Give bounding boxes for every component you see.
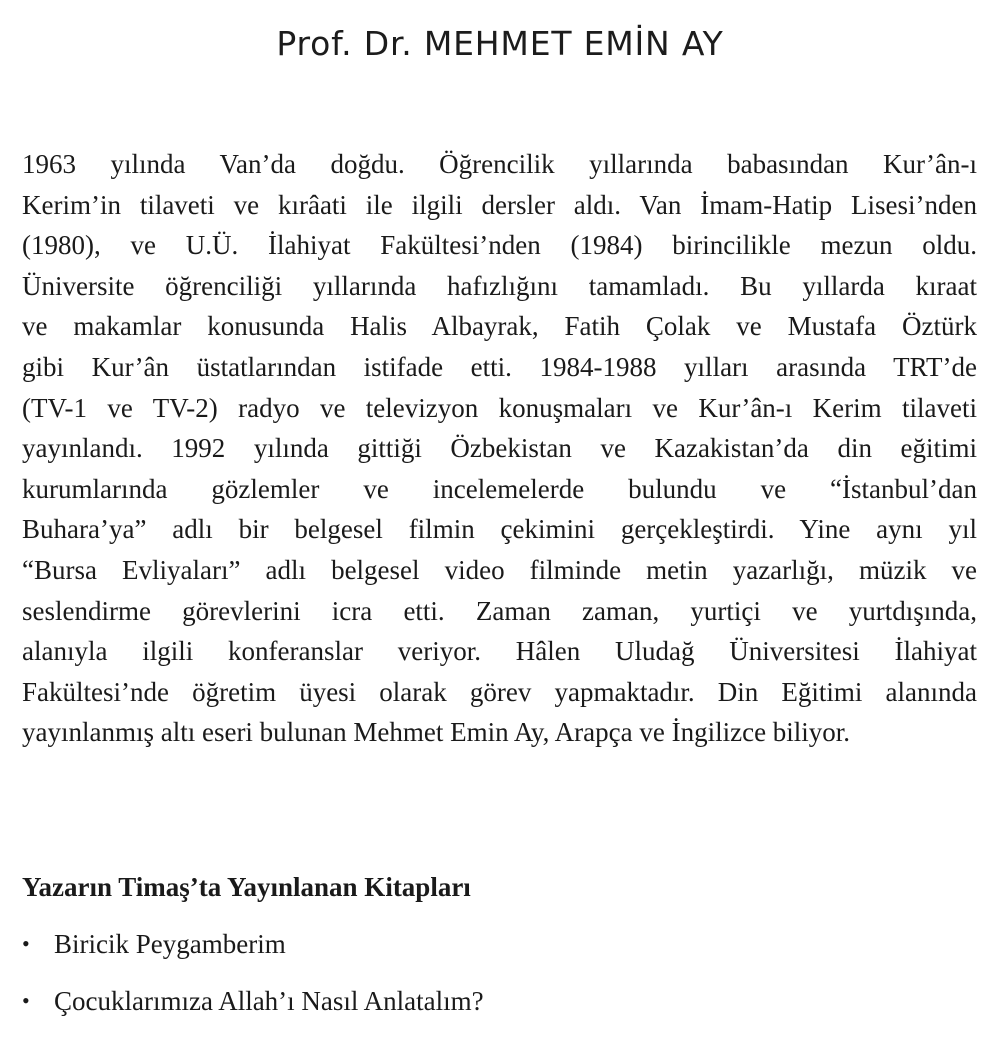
bullet-icon: • <box>22 931 30 956</box>
author-name-heading: Prof. Dr. MEHMET EMİN AY <box>276 24 724 63</box>
bio-line: 1963 yılında Van’da doğdu. Öğrencilik yıllarında babasından Kur’ân-ı <box>22 149 977 179</box>
bio-line: seslendirme görevlerini icra etti. Zaman zaman, yurtiçi ve yurtdışında, <box>22 595 977 626</box>
list-item <box>22 924 484 981</box>
list-item <box>22 981 484 1038</box>
bio-line: Buhara’ya” adlı bir belgesel filmin çekimini gerçekleştirdi. Yine aynı yıl <box>22 514 977 545</box>
bio-line: “Bursa Evliyaları” adlı belgesel video filminde metin yazarlığı, müzik ve <box>22 554 977 585</box>
books-section-heading: Yazarın Timaş’ta Yayınlanan Kitapları <box>22 872 471 902</box>
bio-line: Fakültesi’nde öğretim üyesi olarak görev yapmaktadır. Din Eğitimi alanında <box>22 676 977 707</box>
bio-line: ve makamlar konusunda Halis Albayrak, Fatih Çolak ve Mustafa Öztürk <box>22 311 977 342</box>
bio-line: yayınlandı. 1992 yılında gittiği Özbekistan ve Kazakistan’da din eğitimi <box>22 433 977 464</box>
bullet-icon: • <box>22 988 30 1013</box>
bio-line: yayınlanmış altı eseri bulunan Mehmet Emin Ay, Arapça ve İngilizce biliyor. <box>22 717 851 748</box>
bio-line: kurumlarında gözlemler ve incelemelerde bulundu ve “İstanbul’dan <box>22 473 977 504</box>
bio-line: alanıyla ilgili konferanslar veriyor. Hâlen Uludağ Üniversitesi İlahiyat <box>22 636 977 667</box>
bio-line: (1980), ve U.Ü. İlahiyat Fakültesi’nden (1984) birincilikle mezun oldu. <box>22 230 977 261</box>
book-title: Çocuklarımıza Allah’ı Nasıl Anlatalım? <box>54 986 484 1016</box>
bio-line: Kerim’in tilaveti ve kırâati ile ilgili dersler aldı. Van İmam-Hatip Lisesi’nden <box>22 189 977 220</box>
biography-paragraph <box>22 144 977 753</box>
book-title: Biricik Peygamberim <box>54 929 286 959</box>
bio-line: (TV-1 ve TV-2) radyo ve televizyon konuşmaları ve Kur’ân-ı Kerim tilaveti <box>22 392 977 423</box>
bio-line: gibi Kur’ân üstatlarından istifade etti. 1984-1988 yılları arasında TRT’de <box>22 351 977 382</box>
book-list <box>22 924 484 1038</box>
bio-line: Üniversite öğrenciliği yıllarında hafızlığını tamamladı. Bu yıllarda kıraat <box>22 270 977 301</box>
